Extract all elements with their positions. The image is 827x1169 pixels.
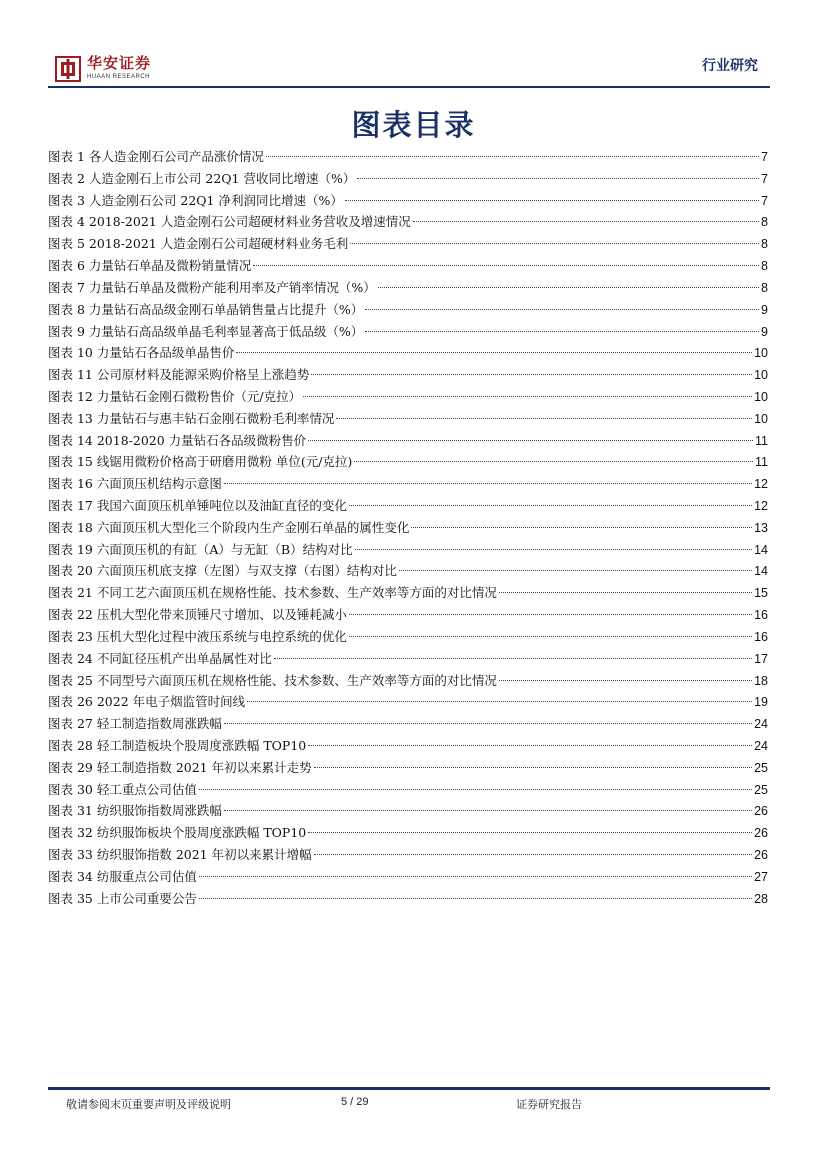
toc-dot-leader [311,374,752,375]
toc-entry-page: 7 [761,193,768,208]
toc-entry[interactable] [48,735,768,757]
toc-entry-page: 10 [754,368,768,383]
toc-dot-leader [224,723,752,724]
toc-entry[interactable] [48,386,768,408]
toc-entry-label: 图表 19 六面顶压机的有缸（A）与无缸（B）结构对比 [48,541,353,557]
toc-dot-leader [345,200,759,201]
toc-entry[interactable] [48,560,768,582]
toc-dot-leader [314,767,752,768]
toc-entry[interactable] [48,233,768,255]
toc-entry-label: 图表 7 力量钻石单晶及微粉产能利用率及产销率情况（%） [48,279,376,295]
toc-entry[interactable] [48,364,768,386]
toc-entry-page: 12 [754,477,768,492]
toc-entry-label: 图表 2 人造金刚石上市公司 22Q1 营收同比增速（%） [48,170,356,186]
toc-entry[interactable] [48,211,768,233]
toc-entry[interactable] [48,299,768,321]
toc-entry-page: 11 [755,433,768,448]
toc-dot-leader [365,309,759,310]
toc-entry-page: 9 [761,324,768,339]
footer-disclaimer: 敬请参阅末页重要声明及评级说明 [66,1098,231,1111]
toc-entry-page: 26 [754,804,768,819]
toc-entry[interactable] [48,822,768,844]
toc-entry-label: 图表 26 2022 年电子烟监管时间线 [48,694,246,710]
toc-entry-label: 图表 16 六面顶压机结构示意图 [48,476,222,492]
table-of-figures [48,146,768,909]
toc-dot-leader [399,570,752,571]
toc-entry-page: 25 [754,760,768,775]
page-number: 5 / 29 [341,1096,369,1108]
toc-dot-leader [350,243,759,244]
toc-dot-leader [499,680,752,681]
toc-entry-page: 8 [761,215,768,230]
toc-dot-leader [199,898,752,899]
toc-entry-label: 图表 33 纺织服饰指数 2021 年初以来累计增幅 [48,847,312,862]
toc-entry[interactable] [48,844,768,866]
logo-english-name: HUAAN RESEARCH [87,74,151,80]
toc-entry[interactable] [48,888,768,910]
toc-dot-leader [349,636,752,637]
toc-entry-label: 图表 14 2018-2020 力量钻石各品级微粉售价 [48,432,307,448]
header-divider [48,86,770,88]
toc-dot-leader [378,287,759,288]
toc-entry-label: 图表 15 线锯用微粉价格高于研磨用微粉 单位(元/克拉) [48,454,353,470]
toc-entry-label: 图表 22 压机大型化带来顶锤尺寸增加、以及锤耗减小 [48,607,347,623]
toc-entry[interactable] [48,648,768,670]
toc-entry[interactable] [48,539,768,561]
toc-entry[interactable] [48,430,768,452]
toc-dot-leader [303,396,752,397]
toc-entry-label: 图表 11 公司原材料及能源采购价格呈上涨趋势 [48,367,310,383]
logo-chinese-name: 华安证券 [87,54,152,72]
toc-entry-label: 图表 27 轻工制造指数周涨跌幅 [48,716,222,732]
toc-entry-label: 图表 8 力量钻石高品级金刚石单晶销售量占比提升（%） [48,301,364,317]
document-type: 证券研究报告 [516,1098,582,1111]
toc-entry[interactable] [48,321,768,343]
toc-entry-label: 图表 4 2018-2021 人造金刚石公司超硬材料业务营收及增速情况 [48,214,411,230]
toc-entry[interactable] [48,866,768,888]
toc-dot-leader [236,352,752,353]
toc-entry-label: 图表 17 我国六面顶压机单锤吨位以及油缸直径的变化 [48,498,347,513]
toc-entry-page: 10 [754,389,768,404]
page-title: 图表目录 [351,108,476,142]
toc-entry-label: 图表 32 纺织服饰板块个股周度涨跌幅 TOP10 [48,825,307,841]
toc-entry-page: 14 [754,542,768,557]
toc-entry-page: 26 [754,848,768,862]
toc-entry-label: 图表 12 力量钻石金刚石微粉售价（元/克拉） [48,388,302,404]
toc-entry-label: 图表 24 不同缸径压机产出单晶属性对比 [48,650,272,666]
toc-dot-leader [308,745,752,746]
toc-entry-page: 28 [754,891,768,906]
toc-entry[interactable] [48,800,768,822]
toc-entry-page: 10 [754,411,768,426]
toc-entry-page: 8 [761,237,768,252]
toc-dot-leader [413,221,759,222]
toc-entry-page: 19 [754,695,768,710]
footer-divider [48,1087,770,1090]
toc-dot-leader [266,156,759,157]
toc-dot-leader [499,592,752,593]
toc-entry-label: 图表 28 轻工制造板块个股周度涨跌幅 TOP10 [48,737,307,753]
toc-entry[interactable] [48,495,768,517]
toc-entry-page: 11 [755,455,768,470]
toc-entry-label: 图表 20 六面顶压机底支撑（左图）与双支撑（右图）结构对比 [48,563,397,579]
toc-dot-leader [308,440,753,441]
toc-entry-page: 8 [761,259,768,274]
toc-dot-leader [224,810,752,811]
toc-entry[interactable] [48,670,768,692]
toc-entry-label: 图表 5 2018-2021 人造金刚石公司超硬材料业务毛利 [48,236,349,252]
toc-entry-page: 7 [761,171,768,186]
toc-entry-label: 图表 18 六面顶压机大型化三个阶段内生产金刚石单晶的属性变化 [48,519,410,535]
toc-entry[interactable] [48,408,768,430]
toc-dot-leader [224,483,752,484]
toc-entry[interactable] [48,473,768,495]
toc-entry-label: 图表 10 力量钻石各品级单晶售价 [48,345,235,361]
toc-entry[interactable] [48,713,768,735]
toc-entry[interactable] [48,190,768,212]
section-tag: 行业研究 [702,58,758,74]
toc-entry-page: 27 [754,869,768,884]
toc-entry[interactable] [48,691,768,713]
toc-dot-leader [253,265,759,266]
toc-entry-label: 图表 34 纺服重点公司估值 [48,868,197,884]
toc-entry-page: 18 [754,673,768,688]
toc-entry-label: 图表 35 上市公司重要公告 [48,890,197,906]
toc-entry[interactable] [48,342,768,364]
toc-entry-page: 8 [761,280,768,295]
toc-dot-leader [349,505,752,506]
toc-entry-label: 图表 21 不同工艺六面顶压机在规格性能、技术参数、生产效率等方面的对比情况 [48,585,497,601]
toc-entry-page: 26 [754,826,768,841]
logo-seal-icon [55,56,81,82]
toc-entry-label: 图表 9 力量钻石高品级单晶毛利率显著高于低品级（%） [48,323,364,339]
toc-dot-leader [365,331,759,332]
toc-entry-page: 24 [754,738,768,753]
toc-entry-page: 12 [754,499,768,513]
toc-entry-label: 图表 13 力量钻石与惠丰钻石金刚石微粉毛利率情况 [48,410,335,426]
toc-dot-leader [336,418,752,419]
toc-entry[interactable] [48,517,768,539]
toc-entry-label: 图表 6 力量钻石单晶及微粉销量情况 [48,258,252,274]
toc-entry[interactable] [48,779,768,801]
toc-entry[interactable] [48,255,768,277]
toc-entry-page: 15 [754,586,768,601]
toc-entry-page: 9 [761,302,768,317]
toc-entry-page: 14 [754,564,768,579]
company-logo [55,56,151,82]
toc-entry-page: 17 [754,651,768,666]
toc-entry-page: 10 [754,346,768,361]
toc-dot-leader [199,789,752,790]
toc-entry[interactable] [48,146,768,168]
toc-entry[interactable] [48,626,768,648]
toc-entry[interactable] [48,582,768,604]
toc-entry-page: 24 [754,717,768,732]
toc-dot-leader [247,701,752,702]
toc-entry-page: 16 [754,629,768,644]
toc-dot-leader [355,549,753,550]
toc-entry[interactable] [48,451,768,473]
toc-dot-leader [349,614,752,615]
toc-entry[interactable] [48,168,768,190]
toc-dot-leader [357,178,759,179]
toc-entry-page: 7 [761,150,768,164]
toc-dot-leader [314,854,752,855]
toc-dot-leader [354,461,753,462]
toc-entry-page: 13 [754,520,768,535]
toc-entry-page: 16 [754,608,768,623]
toc-entry-label: 图表 3 人造金刚石公司 22Q1 净利润同比增速（%） [48,192,343,208]
toc-entry[interactable] [48,277,768,299]
toc-entry-label: 图表 25 不同型号六面顶压机在规格性能、技术参数、生产效率等方面的对比情况 [48,672,497,688]
toc-entry-label: 图表 29 轻工制造指数 2021 年初以来累计走势 [48,759,312,775]
toc-dot-leader [411,527,752,528]
toc-entry[interactable] [48,604,768,626]
toc-entry-label: 图表 31 纺织服饰指数周涨跌幅 [48,803,222,819]
toc-entry-label: 图表 23 压机大型化过程中液压系统与电控系统的优化 [48,628,347,644]
toc-dot-leader [274,658,752,659]
toc-entry[interactable] [48,757,768,779]
toc-entry-page: 25 [754,782,768,797]
toc-entry-label: 图表 1 各人造金刚石公司产品涨价情况 [48,149,264,164]
toc-dot-leader [308,832,752,833]
toc-dot-leader [199,876,752,877]
toc-entry-label: 图表 30 轻工重点公司估值 [48,781,197,797]
page-header [0,0,827,90]
